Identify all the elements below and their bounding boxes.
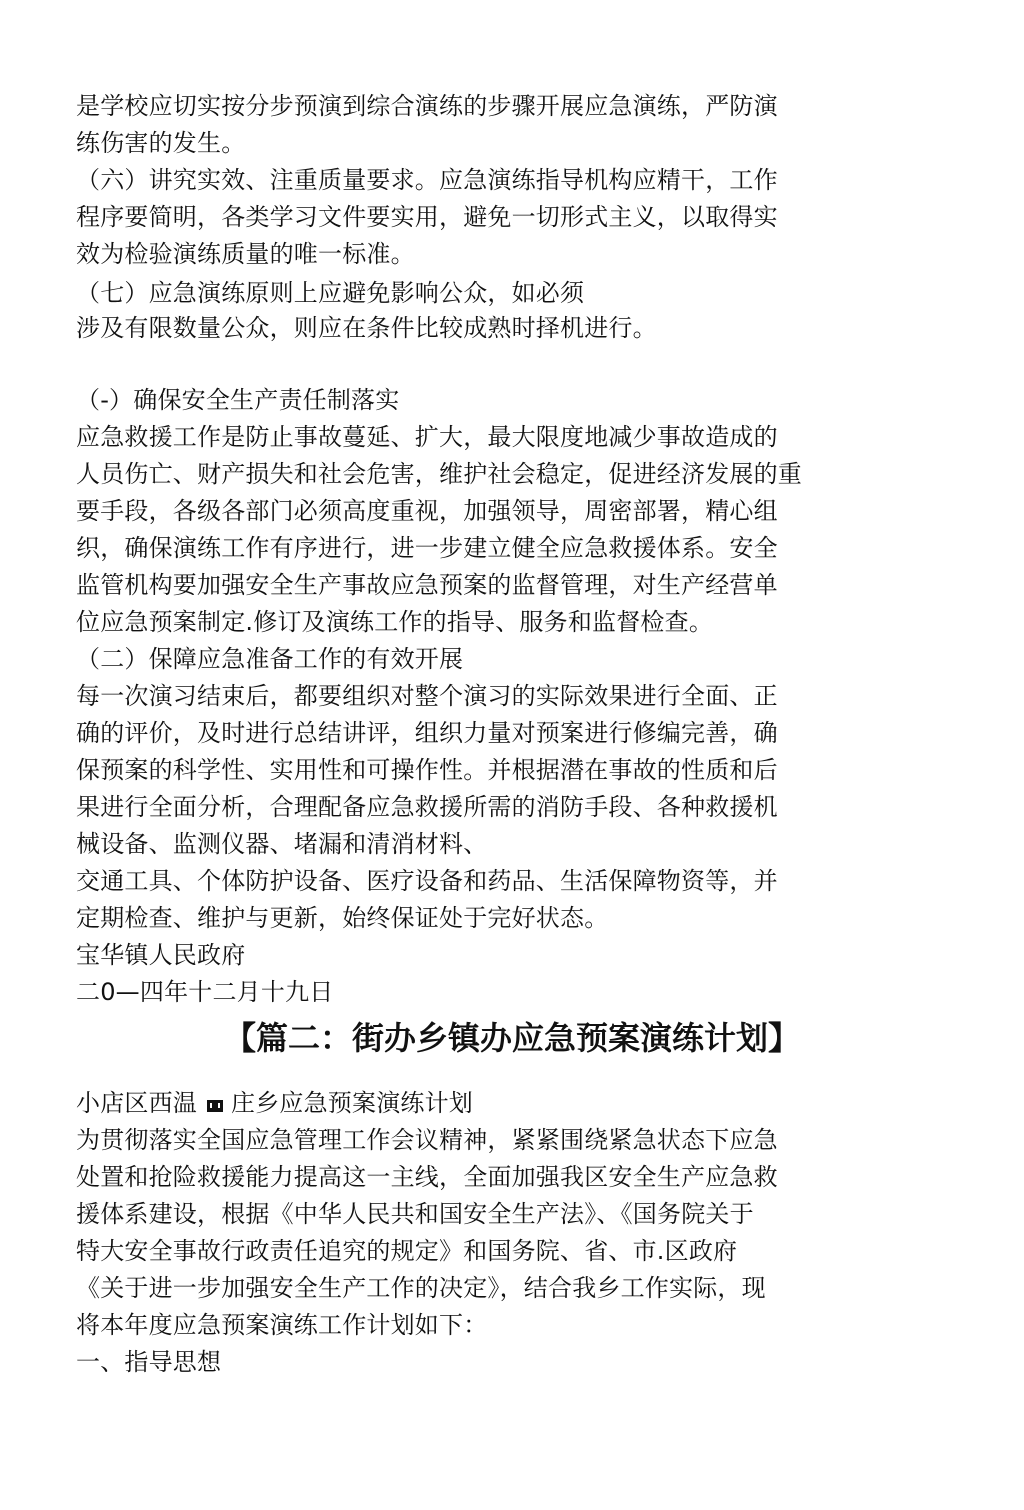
unreadable-glyph-icon xyxy=(207,1100,223,1112)
chapter-heading: 【篇二：街办乡镇办应急预案演练计划】 xyxy=(223,1019,800,1057)
text-line: 保预案的科学性、实用性和可操作性。并根据潜在事故的性质和后 xyxy=(76,756,778,784)
text-line: 交通工具、个体防护设备、医疗设备和药品、生活保障物资等，并 xyxy=(76,867,778,895)
text-line: 为贯彻落实全国应急管理工作会议精神，紧紧围绕紧急状态下应急 xyxy=(76,1126,778,1154)
text-line: 练伤害的发生。 xyxy=(76,129,246,157)
signature-date: 二0—四年十二月十九日 xyxy=(76,978,334,1006)
text-line: 处置和抢险救援能力提高这一主线，全面加强我区安全生产应急救 xyxy=(76,1163,778,1191)
text-line: 果进行全面分析，合理配备应急救援所需的消防手段、各种救援机 xyxy=(76,793,778,821)
text-line: 《关于进一步加强安全生产工作的决定》，结合我乡工作实际，现 xyxy=(76,1274,766,1302)
section-heading: 一、指导思想 xyxy=(76,1348,222,1376)
plan-title-part1: 小店区西温 xyxy=(76,1089,197,1117)
text-line: 每一次演习结束后，都要组织对整个演习的实际效果进行全面、正 xyxy=(76,682,778,710)
text-line: 将本年度应急预案演练工作计划如下： xyxy=(76,1311,488,1339)
signature-org: 宝华镇人民政府 xyxy=(76,941,246,969)
text-line: 位应急预案制定.修订及演练工作的指导、服务和监督检查。 xyxy=(76,608,714,636)
text-line: 应急救援工作是防止事故蔓延、扩大，最大限度地减少事故造成的 xyxy=(76,423,778,451)
text-line: 特大安全事故行政责任追究的规定》和国务院、省、市.区政府 xyxy=(76,1237,738,1265)
text-line: 确的评价，及时进行总结讲评，组织力量对预案进行修编完善，确 xyxy=(76,719,778,747)
text-line: 要手段，各级各部门必须高度重视，加强领导，周密部署，精心组 xyxy=(76,497,778,525)
text-line: 涉及有限数量公众，则应在条件比较成熟时择机进行。 xyxy=(76,314,657,342)
text-line: 械设备、监测仪器、堵漏和清消材料、 xyxy=(76,830,488,858)
section-heading: （二）保障应急准备工作的有效开展 xyxy=(76,645,464,673)
plan-title-part2: 庄乡应急预案演练计划 xyxy=(231,1089,473,1117)
text-line: 援体系建设，根据《中华人民共和国安全生产法》、《国务院关于 xyxy=(76,1200,754,1228)
text-line: 织，确保演练工作有序进行，进一步建立健全应急救援体系。安全 xyxy=(76,534,778,562)
section-heading: （-）确保安全生产责任制落实 xyxy=(76,386,400,414)
text-line: 程序要简明，各类学习文件要实用，避免一切形式主义，以取得实 xyxy=(76,203,778,231)
text-line: 人员伤亡、财产损失和社会危害，维护社会稳定，促进经济发展的重 xyxy=(76,460,802,488)
text-line: 是学校应切实按分步预演到综合演练的步骤开展应急演练，严防演 xyxy=(76,92,778,120)
text-line: 监管机构要加强安全生产事故应急预案的监督管理，对生产经营单 xyxy=(76,571,778,599)
text-line: 效为检验演练质量的唯一标准。 xyxy=(76,240,415,268)
text-line: 定期检查、维护与更新，始终保证处于完好状态。 xyxy=(76,904,609,932)
text-line: （七）应急演练原则上应避免影响公众，如必须 xyxy=(76,279,585,307)
plan-title xyxy=(76,1085,473,1121)
text-line: （六）讲究实效、注重质量要求。应急演练指导机构应精干，工作 xyxy=(76,166,778,194)
